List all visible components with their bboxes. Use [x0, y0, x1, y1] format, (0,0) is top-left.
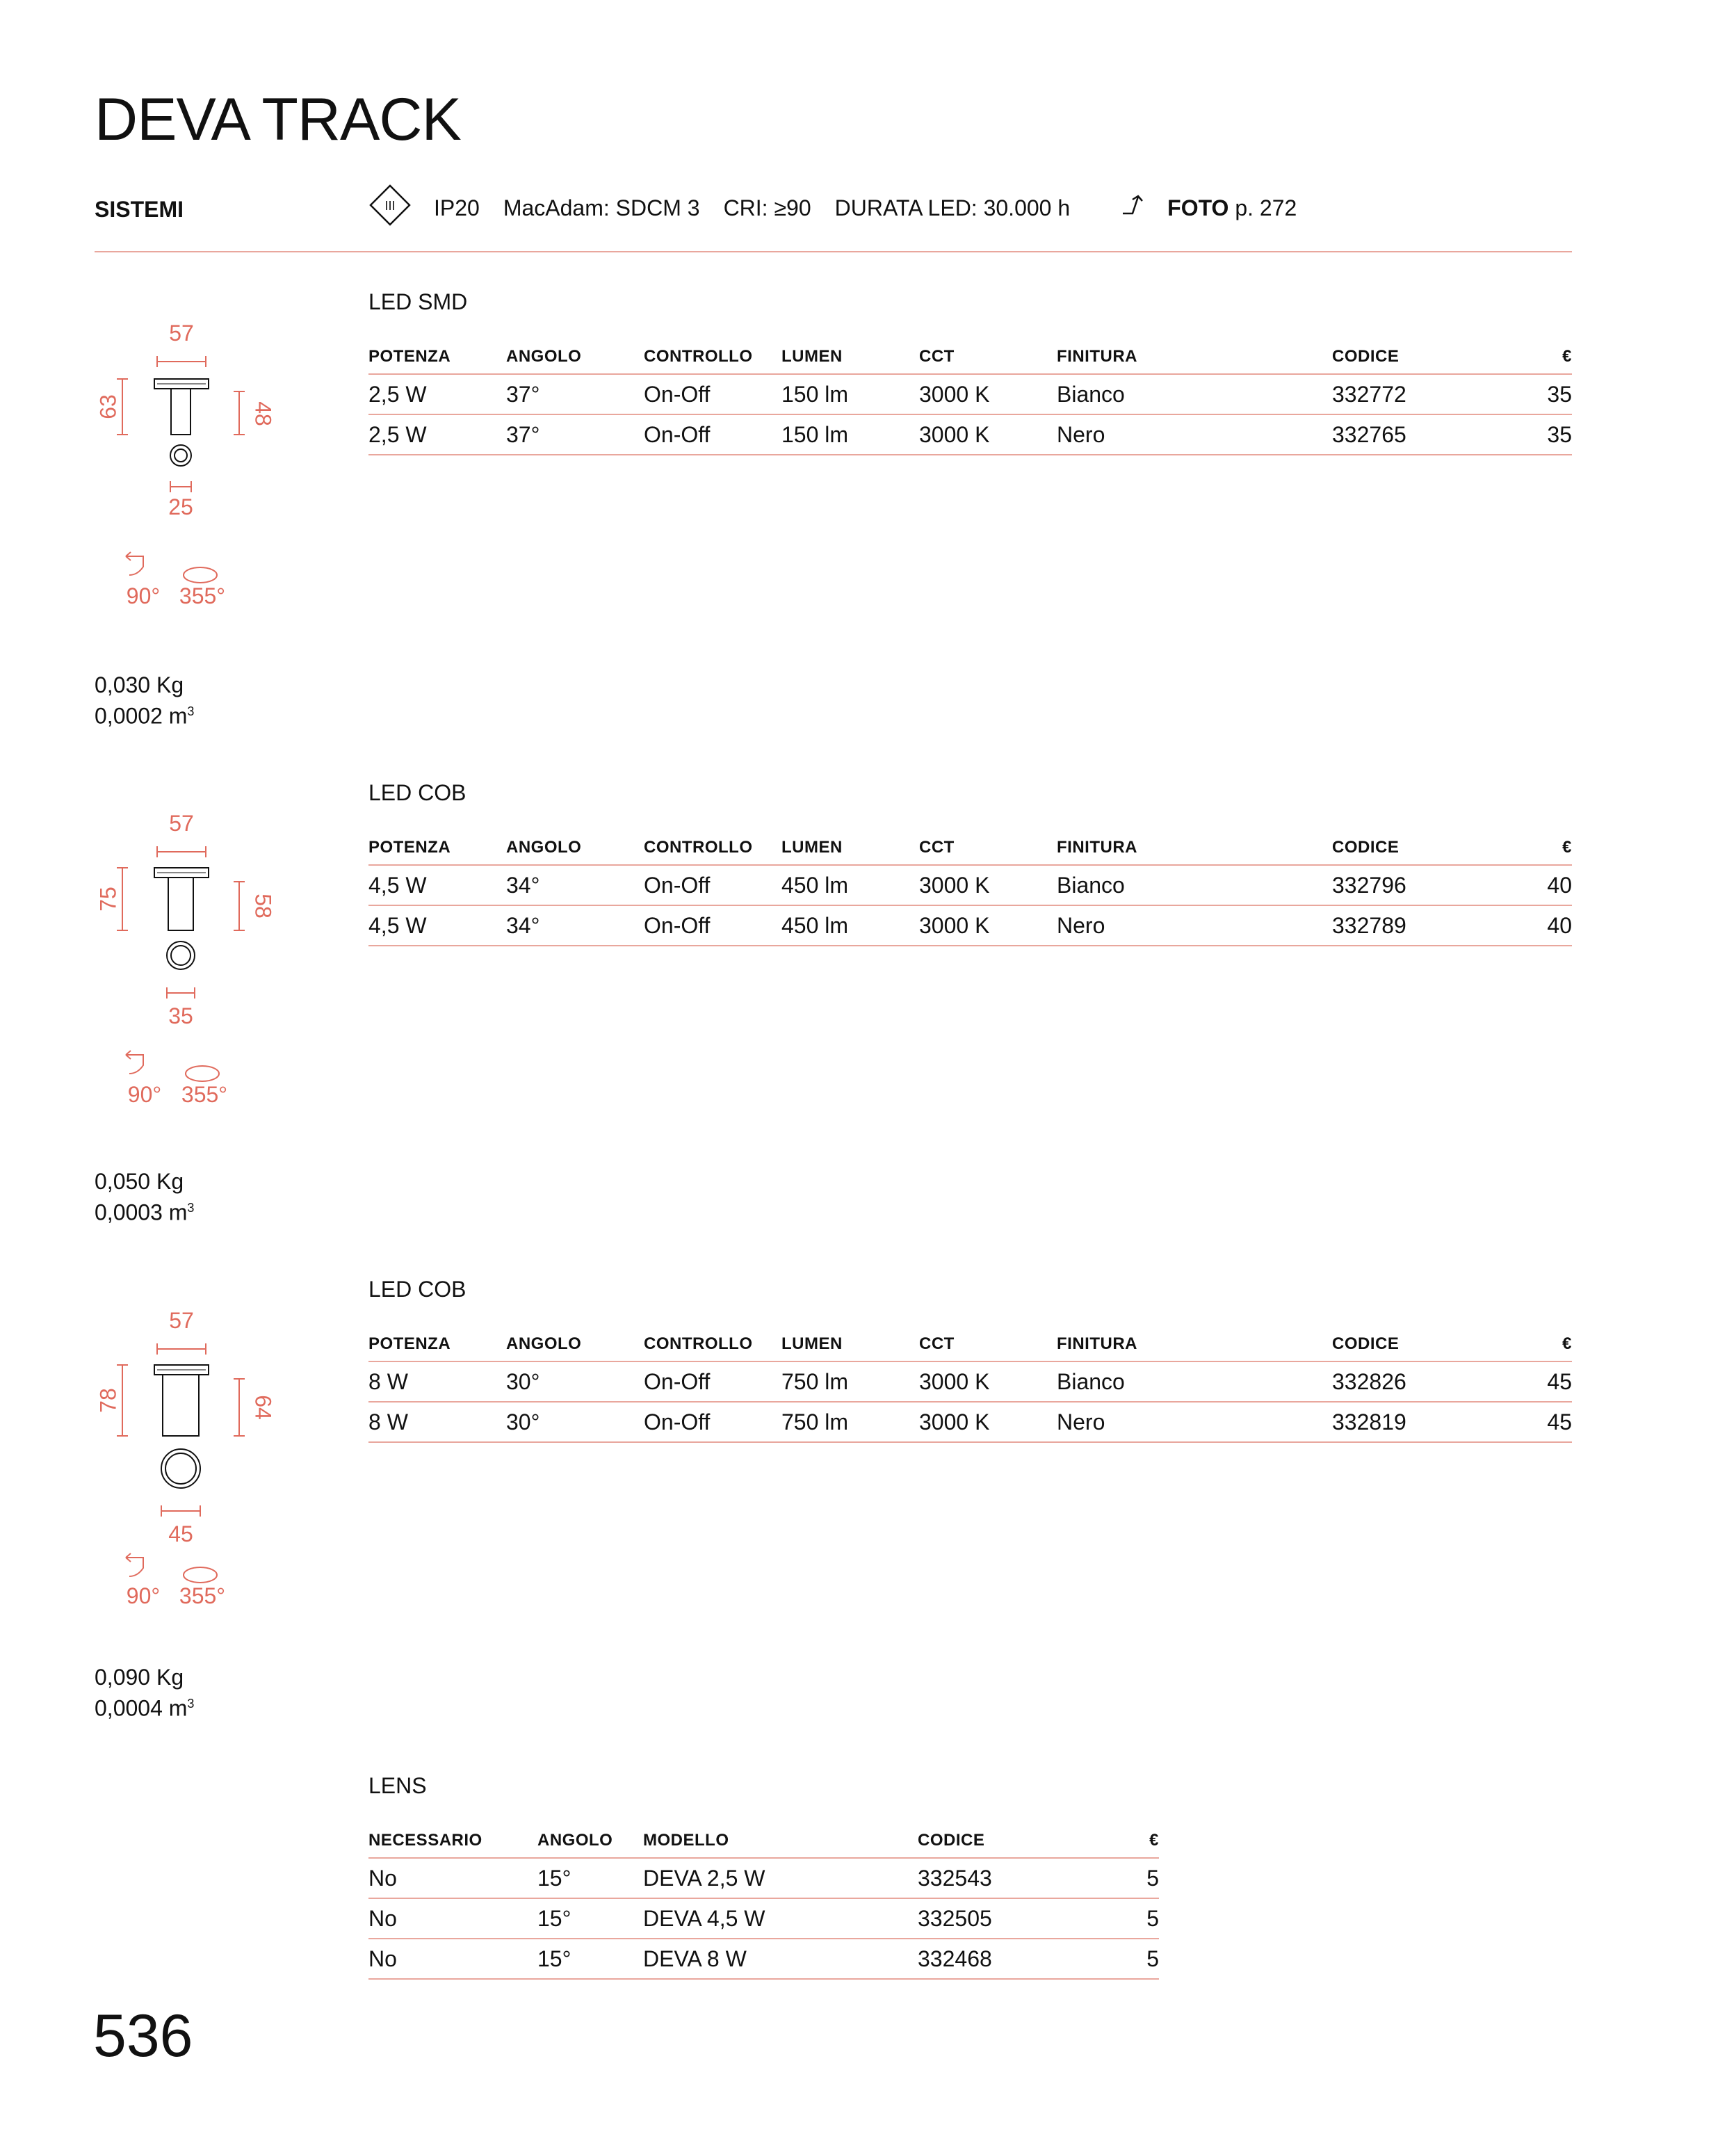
cell-codice: 332543	[918, 1858, 1092, 1898]
col-finitura: FINITURA	[1057, 1327, 1332, 1361]
volume-value: 0,0003 $m^3$	[95, 1199, 195, 1225]
category-label: SISTEMI	[95, 197, 184, 222]
col-cct: CCT	[919, 1327, 1057, 1361]
cell-angolo: 30°	[506, 1361, 644, 1402]
col-cct: CCT	[919, 831, 1057, 865]
header-rule	[95, 251, 1572, 252]
cell-controllo: On-Off	[644, 414, 781, 455]
table-row	[368, 1939, 1159, 1979]
page-title: DEVA TRACK	[95, 86, 461, 153]
cell-angolo: 15°	[537, 1858, 643, 1898]
cell-codice: 332772	[1332, 374, 1470, 414]
col-price: €	[1470, 831, 1572, 865]
cell-lumen: 750 lm	[781, 1402, 919, 1442]
dim-width: 57	[169, 321, 194, 346]
product-drawing	[95, 1304, 317, 1624]
table-header-row	[368, 1327, 1572, 1361]
cell-controllo: On-Off	[644, 905, 781, 946]
dim-diameter: 25	[168, 494, 193, 519]
col-codice: CODICE	[1332, 340, 1470, 374]
col-price: €	[1092, 1824, 1159, 1858]
col-controllo: CONTROLLO	[644, 1327, 781, 1361]
cell-controllo: On-Off	[644, 1361, 781, 1402]
col-modello: MODELLO	[643, 1824, 918, 1858]
cell-cct: 3000 K	[919, 414, 1057, 455]
cell-cct: 3000 K	[919, 905, 1057, 946]
cell-angolo: 30°	[506, 1402, 644, 1442]
col-potenza: POTENZA	[368, 831, 506, 865]
led-lifetime-spec: DURATA LED: 30.000 h	[834, 195, 1071, 220]
ip-rating: IP20	[434, 195, 480, 220]
cell-angolo: 15°	[537, 1898, 643, 1939]
col-finitura: FINITURA	[1057, 831, 1332, 865]
weight-block	[95, 1168, 194, 1226]
col-cct: CCT	[919, 340, 1057, 374]
weight-value: 0,030 Kg	[95, 672, 184, 697]
product-drawing	[95, 316, 317, 636]
cell-angolo: 37°	[506, 414, 644, 455]
cell-finitura: Bianco	[1057, 865, 1332, 905]
cell-angolo: 34°	[506, 905, 644, 946]
cell-controllo: On-Off	[644, 865, 781, 905]
cell-lumen: 450 lm	[781, 865, 919, 905]
cell-codice: 332505	[918, 1898, 1092, 1939]
spec-bar	[368, 184, 1297, 232]
cri-spec: CRI: ≥90	[723, 195, 811, 220]
dim-diameter: 35	[168, 1003, 193, 1028]
col-angolo: ANGOLO	[506, 1327, 644, 1361]
cell-codice: 332819	[1332, 1402, 1470, 1442]
dim-body: 58	[250, 894, 276, 919]
cell-necessario: No	[368, 1858, 537, 1898]
weight-value: 0,050 Kg	[95, 1169, 184, 1194]
dim-width: 57	[169, 1308, 194, 1333]
tilt-angle: 90°	[126, 1583, 161, 1608]
cell-codice: 332789	[1332, 905, 1470, 946]
cell-cct: 3000 K	[919, 1361, 1057, 1402]
cell-cct: 3000 K	[919, 374, 1057, 414]
cell-potenza: 8 W	[368, 1361, 506, 1402]
col-lumen: LUMEN	[781, 1327, 919, 1361]
tilt-icon	[126, 1051, 143, 1074]
cell-price: 5	[1092, 1898, 1159, 1939]
rotation-icon	[184, 1567, 217, 1583]
table-header-row	[368, 340, 1572, 374]
lens-table	[368, 1824, 1159, 1980]
col-price: €	[1470, 1327, 1572, 1361]
col-price: €	[1470, 340, 1572, 374]
table-header-row	[368, 1824, 1159, 1858]
table-row	[368, 414, 1572, 455]
cell-lumen: 750 lm	[781, 1361, 919, 1402]
col-codice: CODICE	[1332, 831, 1470, 865]
cell-price: 45	[1470, 1402, 1572, 1442]
cell-angolo: 37°	[506, 374, 644, 414]
cell-price: 40	[1470, 865, 1572, 905]
col-potenza: POTENZA	[368, 340, 506, 374]
class-iii-icon	[368, 184, 412, 232]
cell-angolo: 15°	[537, 1939, 643, 1979]
cell-potenza: 4,5 W	[368, 865, 506, 905]
cell-necessario: No	[368, 1898, 537, 1939]
dim-diameter: 45	[168, 1521, 193, 1546]
table-row	[368, 1898, 1159, 1939]
col-finitura: FINITURA	[1057, 340, 1332, 374]
tilt-angle: 90°	[126, 583, 161, 608]
table-header-row	[368, 831, 1572, 865]
cell-codice: 332796	[1332, 865, 1470, 905]
col-angolo: ANGOLO	[506, 831, 644, 865]
col-lumen: LUMEN	[781, 831, 919, 865]
rotation-angle: 355°	[179, 583, 226, 608]
dim-height: 75	[95, 887, 121, 912]
foto-label: FOTO	[1167, 195, 1229, 220]
table-row	[368, 1361, 1572, 1402]
foto-reference[interactable]	[1167, 195, 1297, 221]
weight-value: 0,090 Kg	[95, 1665, 184, 1690]
class-iii-label: III	[384, 199, 396, 213]
weight-block	[95, 672, 194, 729]
product-table	[368, 340, 1572, 455]
cell-finitura: Bianco	[1057, 1361, 1332, 1402]
table-row	[368, 1858, 1159, 1898]
cell-angolo: 34°	[506, 865, 644, 905]
cell-finitura: Nero	[1057, 905, 1332, 946]
cell-cct: 3000 K	[919, 865, 1057, 905]
cell-price: 5	[1092, 1858, 1159, 1898]
cell-price: 35	[1470, 414, 1572, 455]
rotation-icon	[186, 1066, 219, 1081]
tilt-icon	[126, 1553, 143, 1576]
cell-finitura: Nero	[1057, 1402, 1332, 1442]
col-angolo: ANGOLO	[537, 1824, 643, 1858]
cell-potenza: 2,5 W	[368, 374, 506, 414]
col-codice: CODICE	[1332, 1327, 1470, 1361]
cell-potenza: 4,5 W	[368, 905, 506, 946]
cell-potenza: 2,5 W	[368, 414, 506, 455]
col-controllo: CONTROLLO	[644, 340, 781, 374]
cell-price: 40	[1470, 905, 1572, 946]
cell-modello: DEVA 4,5 W	[643, 1898, 918, 1939]
volume-value: 0,0004 $m^3$	[95, 1695, 195, 1721]
foto-page: p. 272	[1235, 195, 1297, 220]
cell-necessario: No	[368, 1939, 537, 1979]
product-table	[368, 831, 1572, 946]
weight-block	[95, 1664, 194, 1722]
table-row	[368, 905, 1572, 946]
cell-codice: 332765	[1332, 414, 1470, 455]
volume-value: 0,0002 $m^3$	[95, 703, 195, 729]
col-lumen: LUMEN	[781, 340, 919, 374]
tilt-icon	[126, 552, 143, 575]
col-necessario: NECESSARIO	[368, 1824, 537, 1858]
dim-body: 64	[250, 1395, 276, 1420]
dim-height: 63	[95, 394, 121, 419]
cell-price: 35	[1470, 374, 1572, 414]
col-potenza: POTENZA	[368, 1327, 506, 1361]
tilt-angle: 90°	[127, 1082, 162, 1107]
cell-finitura: Bianco	[1057, 374, 1332, 414]
product-table	[368, 1327, 1572, 1443]
section-title: LED COB	[368, 1277, 467, 1302]
page-number: 536	[93, 2003, 193, 2069]
arrow-up-icon	[1120, 193, 1148, 223]
rotation-angle: 355°	[179, 1583, 226, 1608]
product-drawing	[95, 807, 317, 1126]
dim-width: 57	[169, 811, 194, 836]
cell-codice: 332826	[1332, 1361, 1470, 1402]
cell-price: 5	[1092, 1939, 1159, 1979]
cell-cct: 3000 K	[919, 1402, 1057, 1442]
table-row	[368, 374, 1572, 414]
cell-modello: DEVA 8 W	[643, 1939, 918, 1979]
section-title: LED SMD	[368, 289, 468, 314]
cell-lumen: 150 lm	[781, 414, 919, 455]
col-controllo: CONTROLLO	[644, 831, 781, 865]
table-row	[368, 1402, 1572, 1442]
cell-finitura: Nero	[1057, 414, 1332, 455]
dim-height: 78	[95, 1388, 121, 1413]
cell-controllo: On-Off	[644, 1402, 781, 1442]
cell-codice: 332468	[918, 1939, 1092, 1979]
cell-modello: DEVA 2,5 W	[643, 1858, 918, 1898]
dim-body: 48	[250, 401, 276, 426]
col-codice: CODICE	[918, 1824, 1092, 1858]
rotation-angle: 355°	[181, 1082, 228, 1107]
col-angolo: ANGOLO	[506, 340, 644, 374]
cell-lumen: 150 lm	[781, 374, 919, 414]
cell-potenza: 8 W	[368, 1402, 506, 1442]
rotation-icon	[184, 567, 217, 583]
section-title: LED COB	[368, 780, 467, 805]
cell-controllo: On-Off	[644, 374, 781, 414]
cell-lumen: 450 lm	[781, 905, 919, 946]
lens-section-title: LENS	[368, 1773, 427, 1798]
macadam-spec: MacAdam: SDCM 3	[503, 195, 700, 220]
table-row	[368, 865, 1572, 905]
cell-price: 45	[1470, 1361, 1572, 1402]
